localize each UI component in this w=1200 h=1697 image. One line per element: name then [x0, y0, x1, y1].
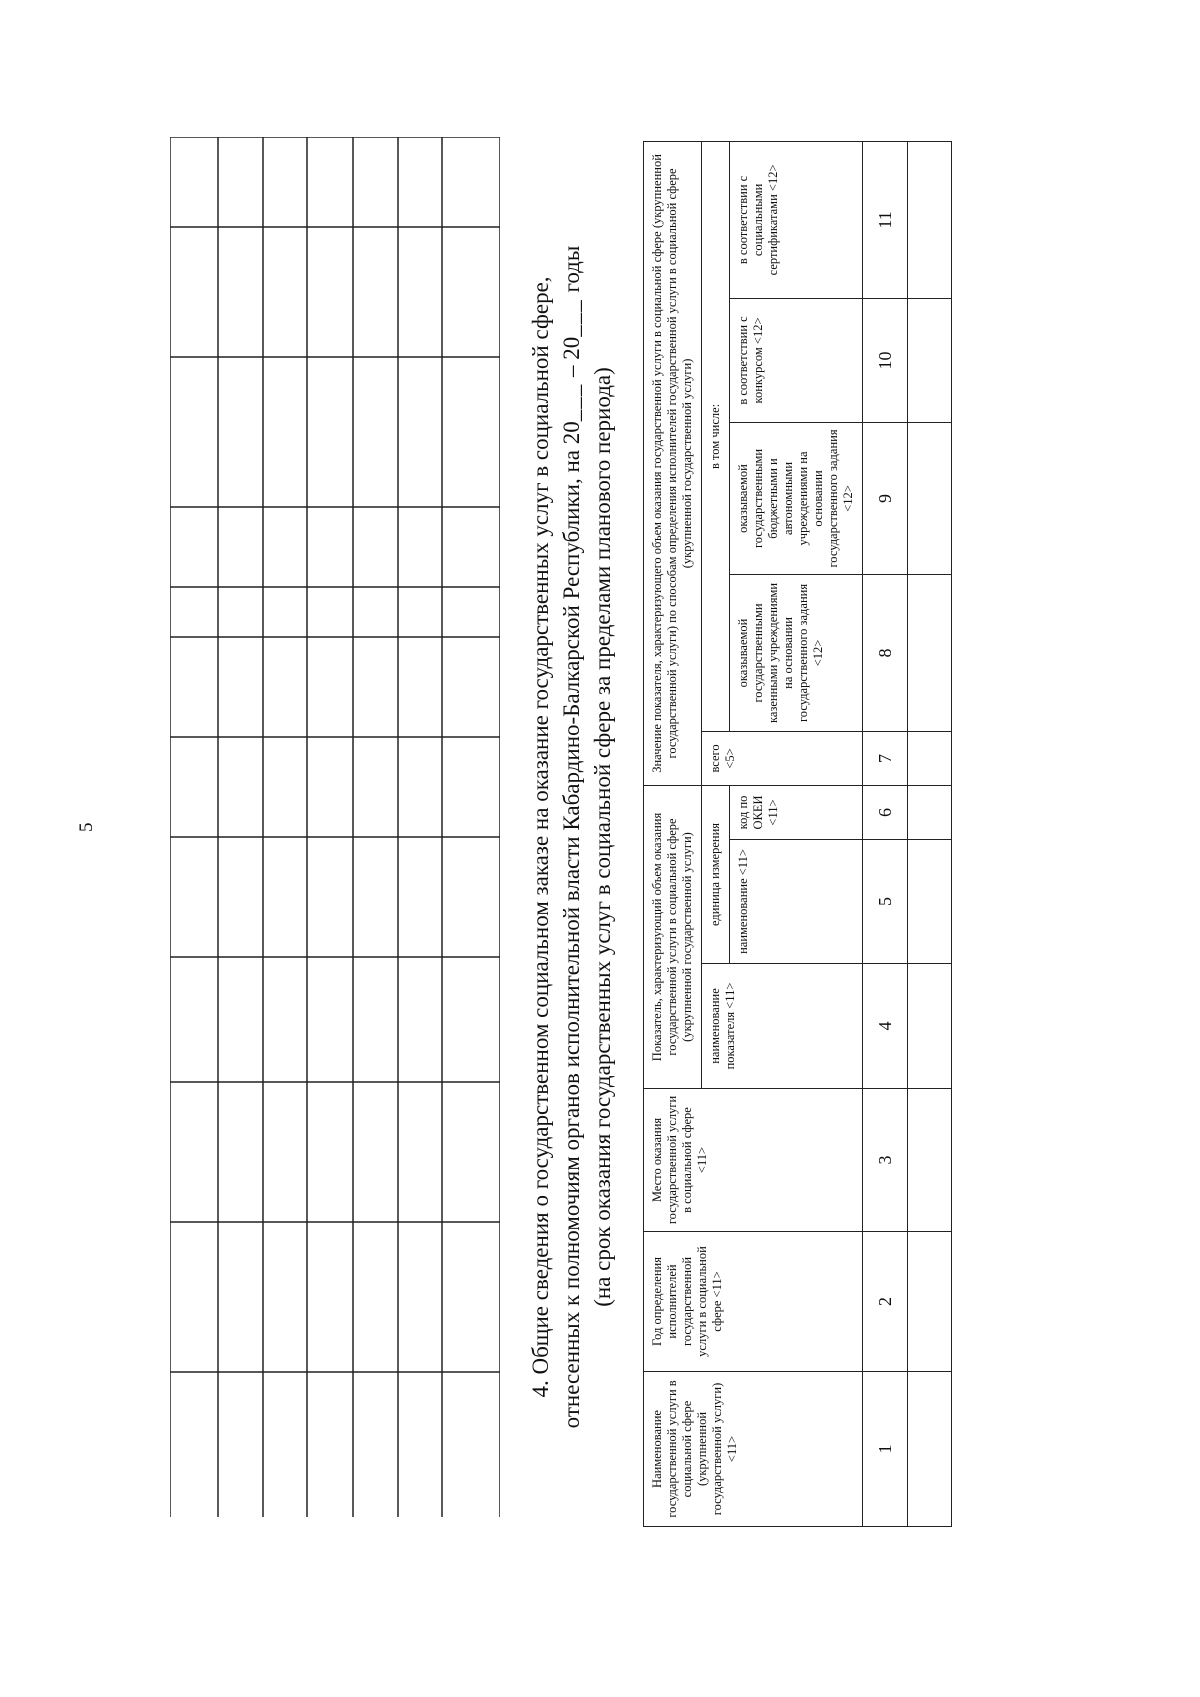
column-number: 11	[863, 141, 908, 298]
header-total: всего <5>	[702, 731, 863, 785]
column-number: 5	[863, 840, 908, 964]
header-sub-certificates: в соответствии с социальными сертификатами <12>	[730, 141, 863, 298]
header-unit-okei: код по ОКЕИ <11>	[730, 785, 863, 839]
header-sub-budget: оказываемой государственными бюджетными и автономными учреждениями на основании государственного задания <12>	[730, 422, 863, 574]
header-sub-contest: в соответствии с конкурсом <12>	[730, 298, 863, 422]
heading-line-3: (на срок оказания государственных услуг в социальной сфере за пределами планового периода)	[590, 367, 615, 1307]
header-year: Год определения исполнителей государственной услуги в социальной сфере <11>	[644, 1232, 863, 1372]
column-number: 3	[863, 1089, 908, 1232]
column-number: 2	[863, 1232, 908, 1372]
empty-cell	[908, 840, 952, 964]
header-indicator-name: наименование показателя <11>	[702, 964, 863, 1089]
empty-cell	[908, 731, 952, 785]
heading-line-2-end: годы	[559, 245, 584, 293]
heading-line-2-mid: – 20	[559, 336, 584, 378]
grid-lines	[170, 137, 500, 1517]
header-service-name: Наименование государственной услуги в социальной сфере (укрупненной государственной услуги) <11>	[644, 1372, 863, 1527]
empty-cell	[908, 141, 952, 298]
empty-cell	[908, 964, 952, 1089]
section-heading	[525, 177, 618, 1497]
header-value-group: Значение показателя, характеризующего объем оказания государственной услуги в социальной сфере (укрупненной государственной услуги) по способам определения исполнителей государственной услуги в социальной сфере (укрупненной государственной услуги)	[644, 141, 702, 785]
heading-line-1: 4. Общие сведения о государственном социальном заказе на оказание государственных услуг в социальной сфере,	[528, 276, 553, 1398]
social-order-table	[643, 142, 952, 1527]
heading-line-2-start: отнесенных к полномочиям органов исполнительной власти Кабардино-Балкарской Республики, на 20	[559, 421, 584, 1429]
column-number: 8	[863, 574, 908, 731]
header-indicator-group: Показатель, характеризующий объем оказания государственной услуги в социальной сфере (укрупненной государственной услуги)	[644, 785, 702, 1088]
header-unit-group: единица измерения	[702, 785, 730, 963]
page-number: 5	[76, 822, 97, 832]
empty-cell	[908, 422, 952, 574]
column-number: 9	[863, 422, 908, 574]
empty-cell	[908, 574, 952, 731]
column-numbers-row	[863, 141, 908, 1526]
column-number: 4	[863, 964, 908, 1089]
empty-cell	[908, 1232, 952, 1372]
continued-table-grid	[170, 137, 500, 1517]
heading-line-2: отнесенных к полномочиям органов исполнительной власти Кабардино-Балкарской Республики, на 20___ – 20___ годы	[559, 245, 584, 1429]
empty-cell	[908, 1089, 952, 1232]
column-number: 7	[863, 731, 908, 785]
header-sub-kazennye: оказываемой государственными казенными учреждениями на основании государственного задания <12>	[730, 574, 863, 731]
empty-cell	[908, 1372, 952, 1527]
column-number: 10	[863, 298, 908, 422]
column-number: 6	[863, 785, 908, 839]
empty-cell	[908, 785, 952, 839]
column-number: 1	[863, 1372, 908, 1527]
empty-cell	[908, 298, 952, 422]
header-unit-name: наименование <11>	[730, 840, 863, 964]
empty-data-row	[908, 141, 952, 1526]
header-place: Место оказания государственной услуги в социальной сфере <11>	[644, 1089, 863, 1232]
header-including: в том числе:	[702, 141, 730, 731]
